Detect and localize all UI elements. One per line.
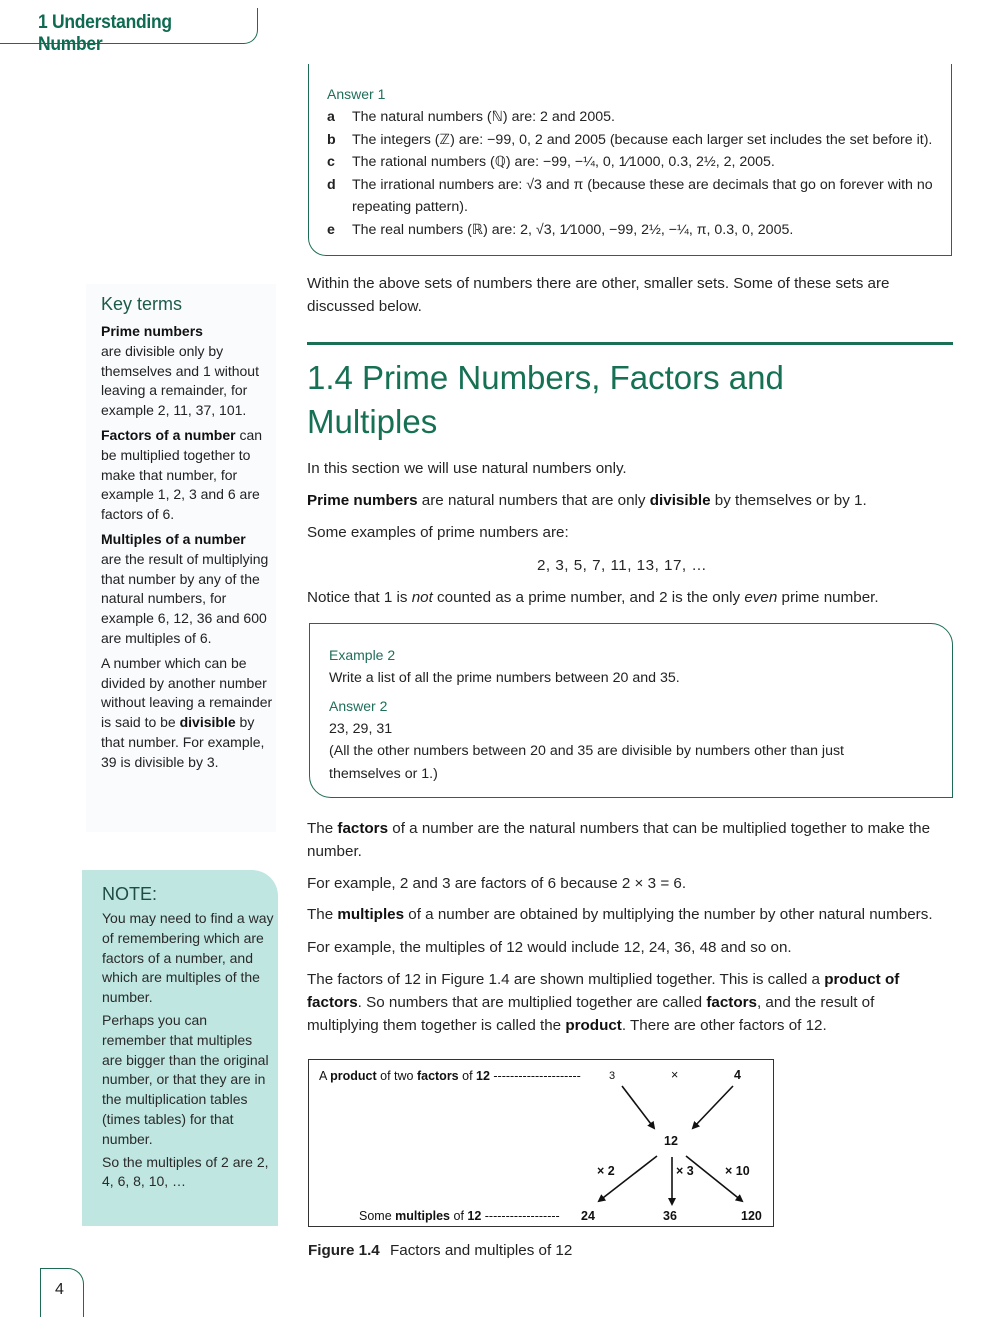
answer-1-list — [327, 106, 947, 242]
answer-2-value: 23, 29, 31 — [329, 720, 393, 737]
multiplier-label: × 2 — [597, 1164, 615, 1178]
arrows-diagram — [309, 1060, 775, 1228]
bold-term: multiples — [395, 1209, 451, 1223]
dashed-leader: ------------------ — [481, 1209, 560, 1223]
text-run: , and the result of multiplying them together is called the — [307, 994, 875, 1034]
product-paragraph — [307, 968, 927, 1037]
text-run: of a number are obtained by multiplying the number by other natural numbers. — [404, 906, 933, 923]
multiple-value: 24 — [581, 1209, 595, 1223]
multiple-value: 36 — [663, 1209, 677, 1223]
product-value: 12 — [664, 1134, 678, 1148]
answer-item — [327, 129, 947, 152]
text-run: The factors of 12 in Figure 1.4 are shown multiplied together. This is called a — [307, 971, 825, 988]
factors-example-paragraph: For example, 2 and 3 are factors of 6 because 2 × 3 = 6. — [307, 875, 687, 892]
answer-2-explanation: (All the other numbers between 20 and 35 are divisible by numbers other than just themselves or 1.) — [329, 743, 844, 782]
key-term-definition: are the result of multiplying that number by any of the natural numbers, for example 6, 12, 36 and 600 are multiples of 6. — [101, 550, 269, 646]
bold-term: 12 — [476, 1069, 490, 1083]
multiples-example-paragraph: For example, the multiples of 12 would include 12, 24, 36, 48 and so on. — [307, 939, 792, 956]
text-run: Notice that 1 is — [307, 589, 412, 606]
key-term-definition: are divisible only by themselves and 1 without leaving a remainder, for example 2, 11, 37, 101. — [101, 342, 259, 419]
answer-item — [327, 106, 947, 129]
answer-1-box — [308, 64, 952, 256]
text-run: of — [458, 1069, 477, 1083]
multiplier-label: × 10 — [725, 1164, 750, 1178]
multiplier-label: × 3 — [676, 1164, 694, 1178]
answer-item-letter: d — [327, 176, 336, 193]
key-terms-title: Key terms — [101, 294, 183, 314]
product-label — [319, 1069, 581, 1083]
chapter-title: 1 Understanding Number — [38, 12, 172, 55]
factor-b: 4 — [734, 1068, 741, 1082]
section-paragraph: In this section we will use natural numbers only. — [307, 460, 627, 477]
section-title: 1.4 Prime Numbers, Factors and Multiples — [307, 359, 784, 440]
intro-paragraph: Within the above sets of numbers there are other, smaller sets. Some of these sets are discussed below. — [307, 275, 890, 315]
text-run: . There are other factors of 12. — [621, 1017, 827, 1034]
figure-caption-text: Factors and multiples of 12 — [389, 1242, 573, 1259]
answer-item — [327, 174, 947, 219]
note-paragraph: You may need to find a way of remembering which are factors of a number, and which are multiples of the number. — [102, 910, 274, 1006]
factors-paragraph — [307, 817, 957, 863]
example-2-label: Example 2 — [329, 647, 396, 663]
bold-term: Prime numbers — [307, 492, 418, 509]
text-run: A number which can be divided by another number without leaving a remainder is said to be — [101, 654, 273, 731]
bold-term: multiples — [337, 906, 405, 923]
divisible-definition — [101, 654, 273, 773]
figure-1-4-diagram — [308, 1059, 774, 1227]
note-box — [82, 870, 278, 1226]
answer-item-letter: e — [327, 221, 335, 238]
prime-examples: 2, 3, 5, 7, 11, 13, 17, … — [536, 557, 708, 574]
key-term-name: Prime numbers — [101, 323, 203, 339]
text-run: . So numbers that are multiplied together are called — [357, 994, 707, 1011]
notice-paragraph — [307, 586, 957, 609]
bold-term: product — [330, 1069, 377, 1083]
example-2-box — [309, 623, 953, 798]
section-paragraph: Some examples of prime numbers are: — [307, 524, 569, 541]
page-number-tab — [40, 1268, 84, 1317]
key-term — [101, 322, 273, 421]
italic-term: not — [411, 589, 433, 606]
bold-term: factors — [337, 820, 389, 837]
note-paragraph: So the multiples of 2 are 2, 4, 6, 8, 10, … — [102, 1153, 269, 1190]
answer-item-text: The irrational numbers are: √3 and π (because these are decimals that go on forever with no repeating pattern). — [352, 176, 933, 216]
answer-item-text: The rational numbers (ℚ) are: −99, −¼, 0, 1⁄1000, 0.3, 2½, 2, 2005. — [352, 154, 775, 171]
multiples-paragraph — [307, 903, 957, 926]
answer-item-letter: a — [327, 109, 335, 125]
key-term-name: divisible — [179, 714, 236, 731]
key-term-name: Factors of a number — [101, 426, 236, 443]
text-run: Some — [359, 1209, 396, 1223]
text-run: counted as a prime number, and 2 is the only — [432, 589, 745, 606]
bold-term: factors — [416, 1069, 459, 1083]
factor-a: 3 — [609, 1070, 616, 1082]
bold-term: 12 — [467, 1209, 482, 1223]
text-run: by that number. For example, 39 is divisible by 3. — [101, 714, 265, 770]
multiple-value: 120 — [741, 1209, 762, 1223]
key-term — [101, 530, 273, 649]
text-run: A — [319, 1069, 331, 1083]
example-2-question: Write a list of all the prime numbers between 20 and 35. — [329, 669, 680, 686]
bold-term: product — [565, 1017, 622, 1034]
text-run: of two — [376, 1069, 417, 1083]
answer-1-label: Answer 1 — [327, 86, 386, 102]
text-run: of — [450, 1209, 468, 1223]
figure-number: Figure 1.4 — [308, 1242, 380, 1259]
prime-definition-paragraph — [307, 489, 957, 512]
answer-item-letter: c — [327, 154, 335, 171]
bold-term: product of factors — [307, 971, 900, 1011]
italic-term: even — [744, 589, 778, 606]
answer-item-text: The real numbers (ℝ) are: 2, √3, 1⁄1000, −99, 2½, −¼, π, 0.3, 0, 2005. — [352, 221, 794, 238]
answer-item-letter: b — [327, 131, 336, 148]
bold-term: divisible — [649, 492, 711, 509]
answer-item-text: The integers (ℤ) are: −99, 0, 2 and 2005 (because each larger set includes the set before it). — [352, 131, 933, 148]
answer-item-text: The natural numbers (ℕ) are: 2 and 2005. — [352, 109, 615, 125]
text-run: are natural numbers that are only — [417, 492, 650, 509]
text-run: by themselves or by 1. — [710, 492, 867, 509]
text-run: of a number are the natural numbers that can be multiplied together to make the number. — [307, 820, 931, 860]
answer-item — [327, 151, 947, 174]
text-run: The — [307, 906, 338, 923]
answer-2-label: Answer 2 — [329, 698, 388, 714]
dashed-leader: --------------------- — [489, 1069, 581, 1083]
key-term-name: Multiples of a number — [101, 530, 246, 547]
text-run: prime number. — [777, 589, 879, 606]
bold-term: factors — [706, 994, 757, 1011]
note-paragraph: Perhaps you can remember that multiples are bigger than the original number, or that they are in the multiplication tables (times tables) for that number. — [102, 1011, 269, 1147]
key-term-definition: can be multiplied together to make that number, for example 1, 2, 3 and 6 are factors of 6. — [101, 426, 263, 523]
page-number: 4 — [55, 1281, 64, 1298]
multiples-label — [359, 1209, 560, 1223]
times-sign: × — [671, 1068, 679, 1082]
section-divider — [307, 342, 953, 345]
answer-item — [327, 219, 947, 242]
key-term — [101, 426, 273, 525]
figure-caption — [308, 1242, 572, 1259]
running-head — [0, 8, 258, 55]
text-run: The — [307, 820, 338, 837]
key-terms-sidebar — [86, 284, 276, 832]
note-title: NOTE: — [102, 884, 158, 904]
